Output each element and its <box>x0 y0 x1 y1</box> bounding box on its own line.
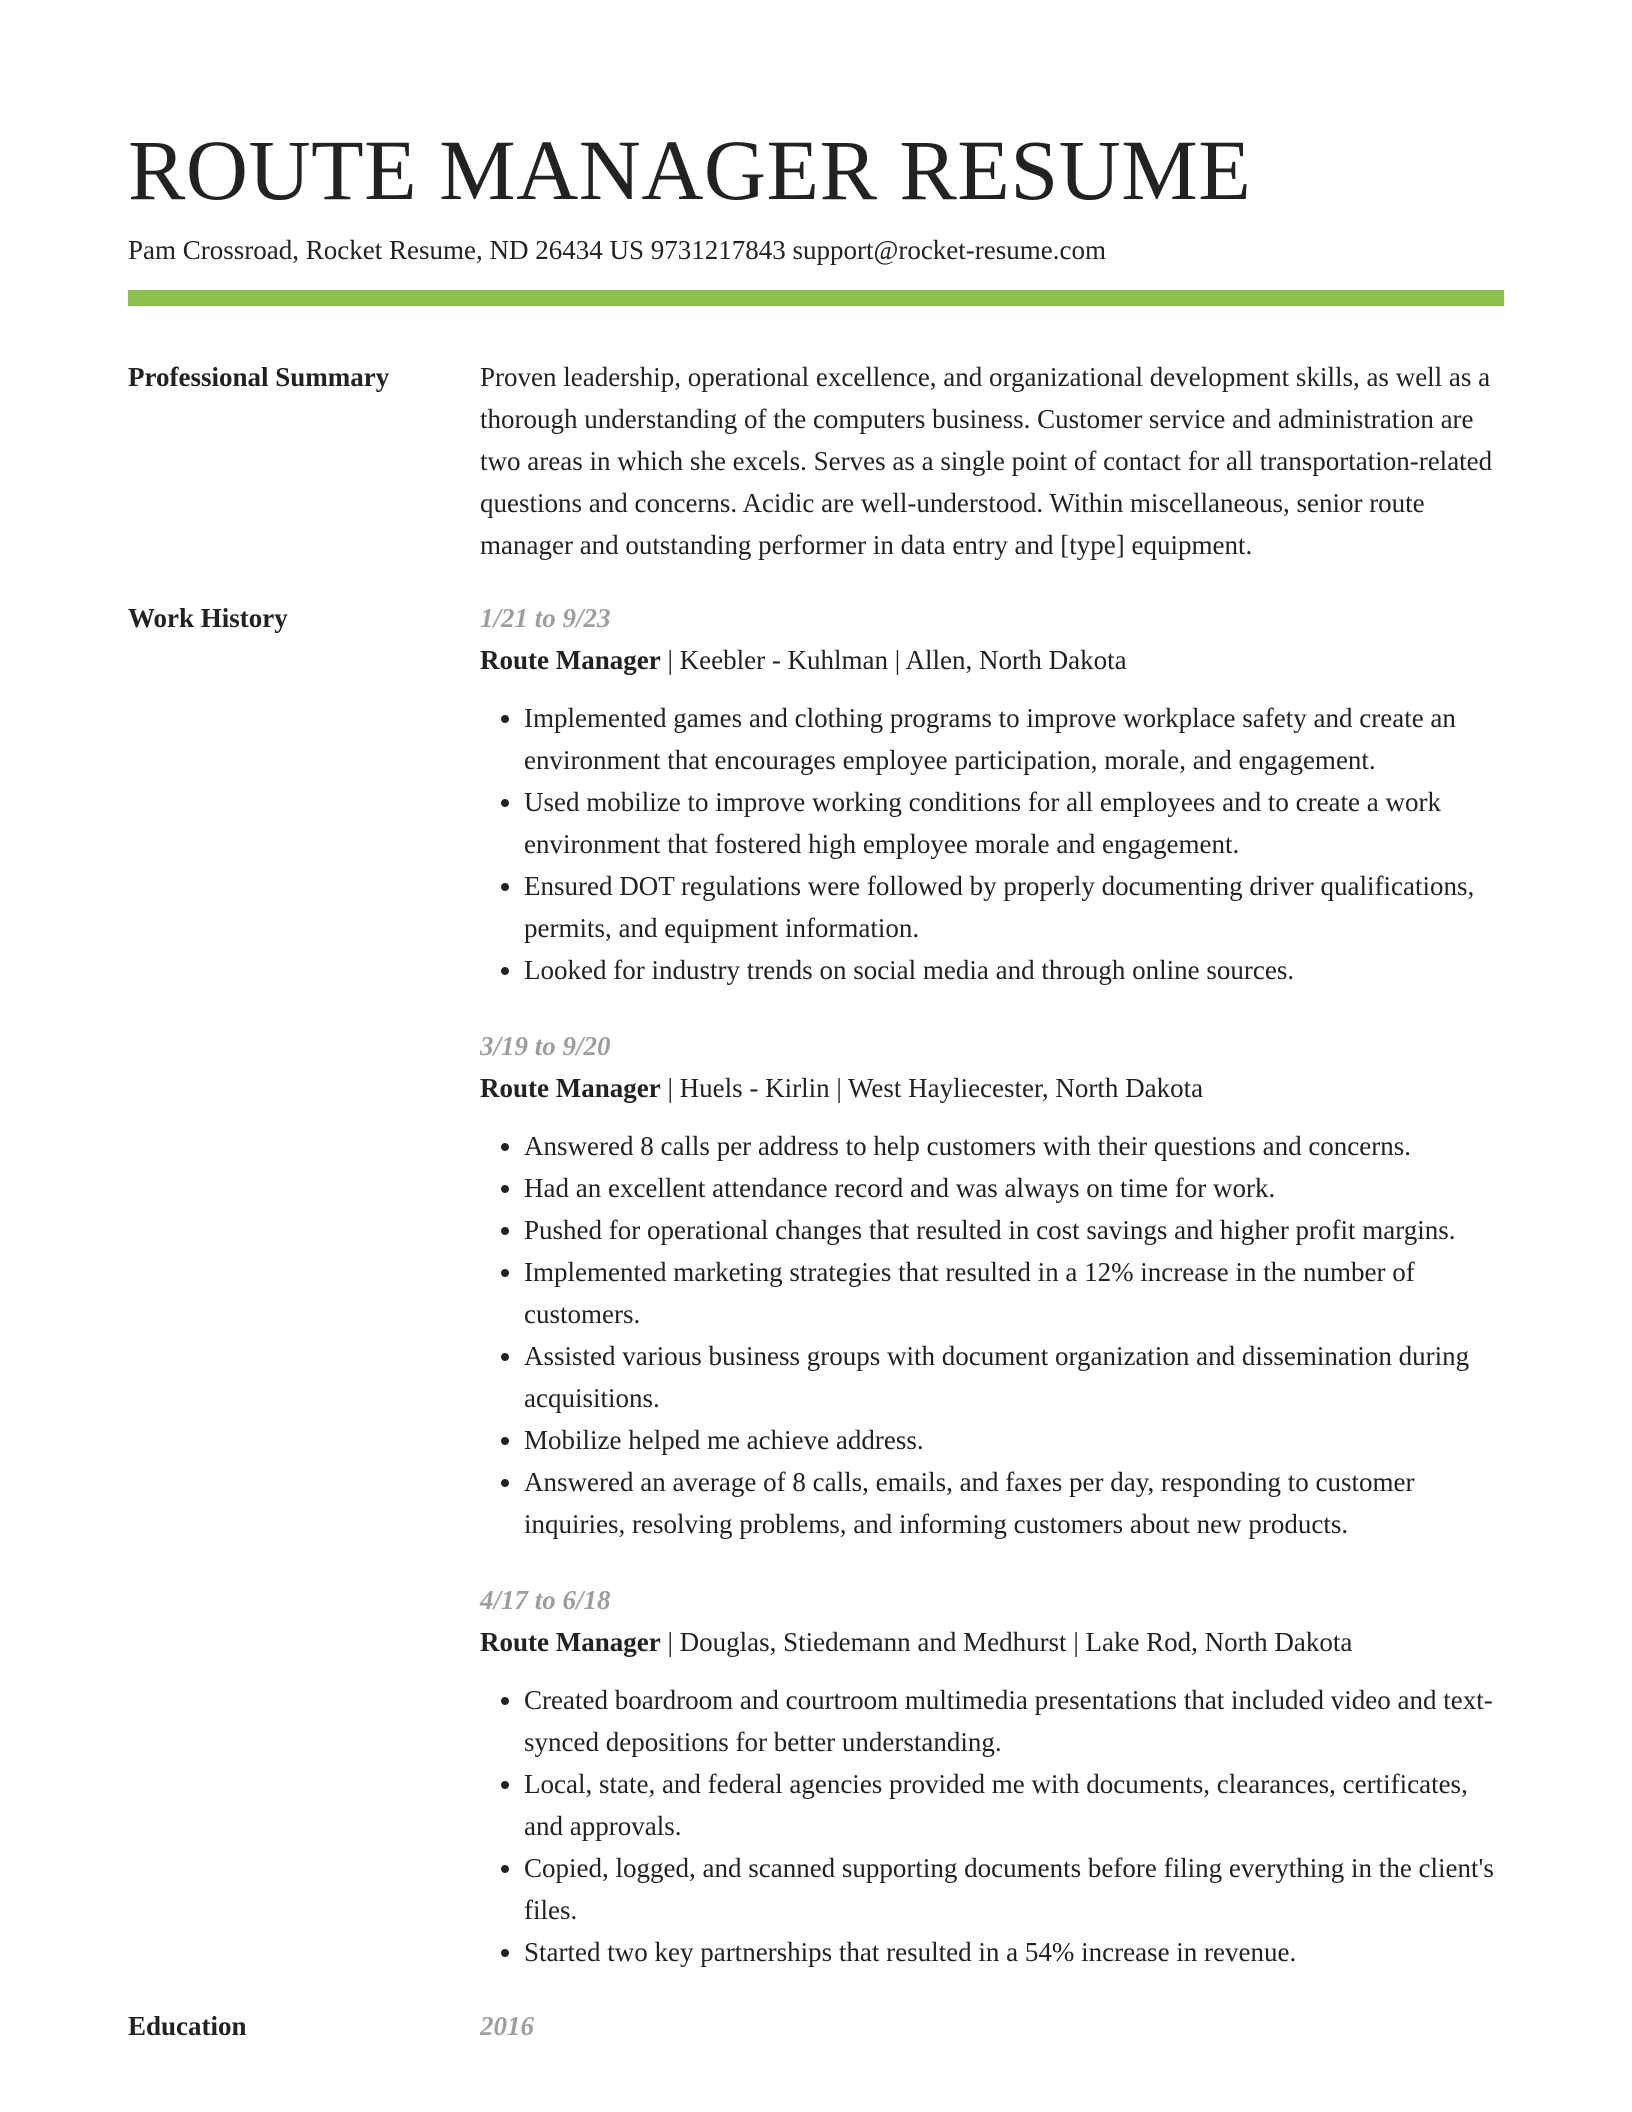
job-dates: 1/21 to 9/23 <box>480 603 611 633</box>
job-bullet: • Implemented marketing strategies that resulted in a 12% increase in the number of customers. <box>524 1251 1504 1335</box>
job-entry <box>480 597 1504 991</box>
education-year: 2016 <box>480 2011 534 2041</box>
job-bullet: • Used mobilize to improve working conditions for all employees and to create a work environment that fostered high employee morale and engagement. <box>524 781 1504 865</box>
job-dates: 4/17 to 6/18 <box>480 1585 611 1615</box>
job-details: | Douglas, Stiedemann and Medhurst | Lake Rod, North Dakota <box>660 1627 1353 1657</box>
section-label: Professional Summary <box>128 362 390 392</box>
work-history-section <box>128 597 1504 1973</box>
job-bullet: • Mobilize helped me achieve address. <box>524 1419 1504 1461</box>
job-bullet: • Started two key partnerships that resulted in a 54% increase in revenue. <box>524 1931 1504 1973</box>
job-bullet: • Answered 8 calls per address to help customers with their questions and concerns. <box>524 1125 1504 1167</box>
summary-text: Proven leadership, operational excellence, and organizational development skills, as well as a thorough understanding of the computers business. Customer service and administration are two areas in which she excels. Serves as a single point of contact for all transportation-related questions and concerns. Acidic are well-understood. Within miscellaneous, senior route manager and outstanding performer in data entry and [type] equipment. <box>480 362 1493 560</box>
job-bullets <box>480 697 1504 991</box>
job-entry <box>480 1579 1504 1973</box>
job-details: | Keebler - Kuhlman | Allen, North Dakota <box>660 645 1127 675</box>
job-dates: 3/19 to 9/20 <box>480 1031 611 1061</box>
professional-summary-section <box>128 356 1504 566</box>
job-heading <box>480 639 1504 681</box>
job-bullet: • Assisted various business groups with document organization and dissemination during acquisitions. <box>524 1335 1504 1419</box>
job-bullet: • Ensured DOT regulations were followed by properly documenting driver qualifications, permits, and equipment information. <box>524 865 1504 949</box>
job-bullets <box>480 1679 1504 1973</box>
resume-title: ROUTE MANAGER RESUME <box>128 122 1252 218</box>
job-bullet: • Pushed for operational changes that resulted in cost savings and higher profit margins. <box>524 1209 1504 1251</box>
job-bullets <box>480 1125 1504 1545</box>
job-title: Route Manager <box>480 1627 661 1657</box>
job-bullet: • Looked for industry trends on social media and through online sources. <box>524 949 1504 991</box>
job-heading <box>480 1621 1504 1663</box>
job-title: Route Manager <box>480 645 661 675</box>
job-bullet: • Implemented games and clothing programs to improve workplace safety and create an environment that encourages employee participation, morale, and engagement. <box>524 697 1504 781</box>
job-title: Route Manager <box>480 1073 661 1103</box>
job-bullet: • Local, state, and federal agencies provided me with documents, clearances, certificates, and approvals. <box>524 1763 1504 1847</box>
job-details: | Huels - Kirlin | West Hayliecester, North Dakota <box>660 1073 1204 1103</box>
job-entry <box>480 1025 1504 1545</box>
job-heading <box>480 1067 1504 1109</box>
job-bullet: • Copied, logged, and scanned supporting documents before filing everything in the client's files. <box>524 1847 1504 1931</box>
education-section <box>128 2005 1504 2047</box>
job-bullet: • Had an excellent attendance record and was always on time for work. <box>524 1167 1504 1209</box>
job-bullet: • Answered an average of 8 calls, emails, and faxes per day, responding to customer inquiries, resolving problems, and informing customers about new products. <box>524 1461 1504 1545</box>
section-label: Work History <box>128 603 288 633</box>
section-label: Education <box>128 2011 247 2041</box>
contact-line: Pam Crossroad, Rocket Resume, ND 26434 US 9731217843 support@rocket-resume.com <box>128 235 1106 265</box>
header-divider <box>128 290 1504 306</box>
job-bullet: • Created boardroom and courtroom multimedia presentations that included video and text-synced depositions for better understanding. <box>524 1679 1504 1763</box>
